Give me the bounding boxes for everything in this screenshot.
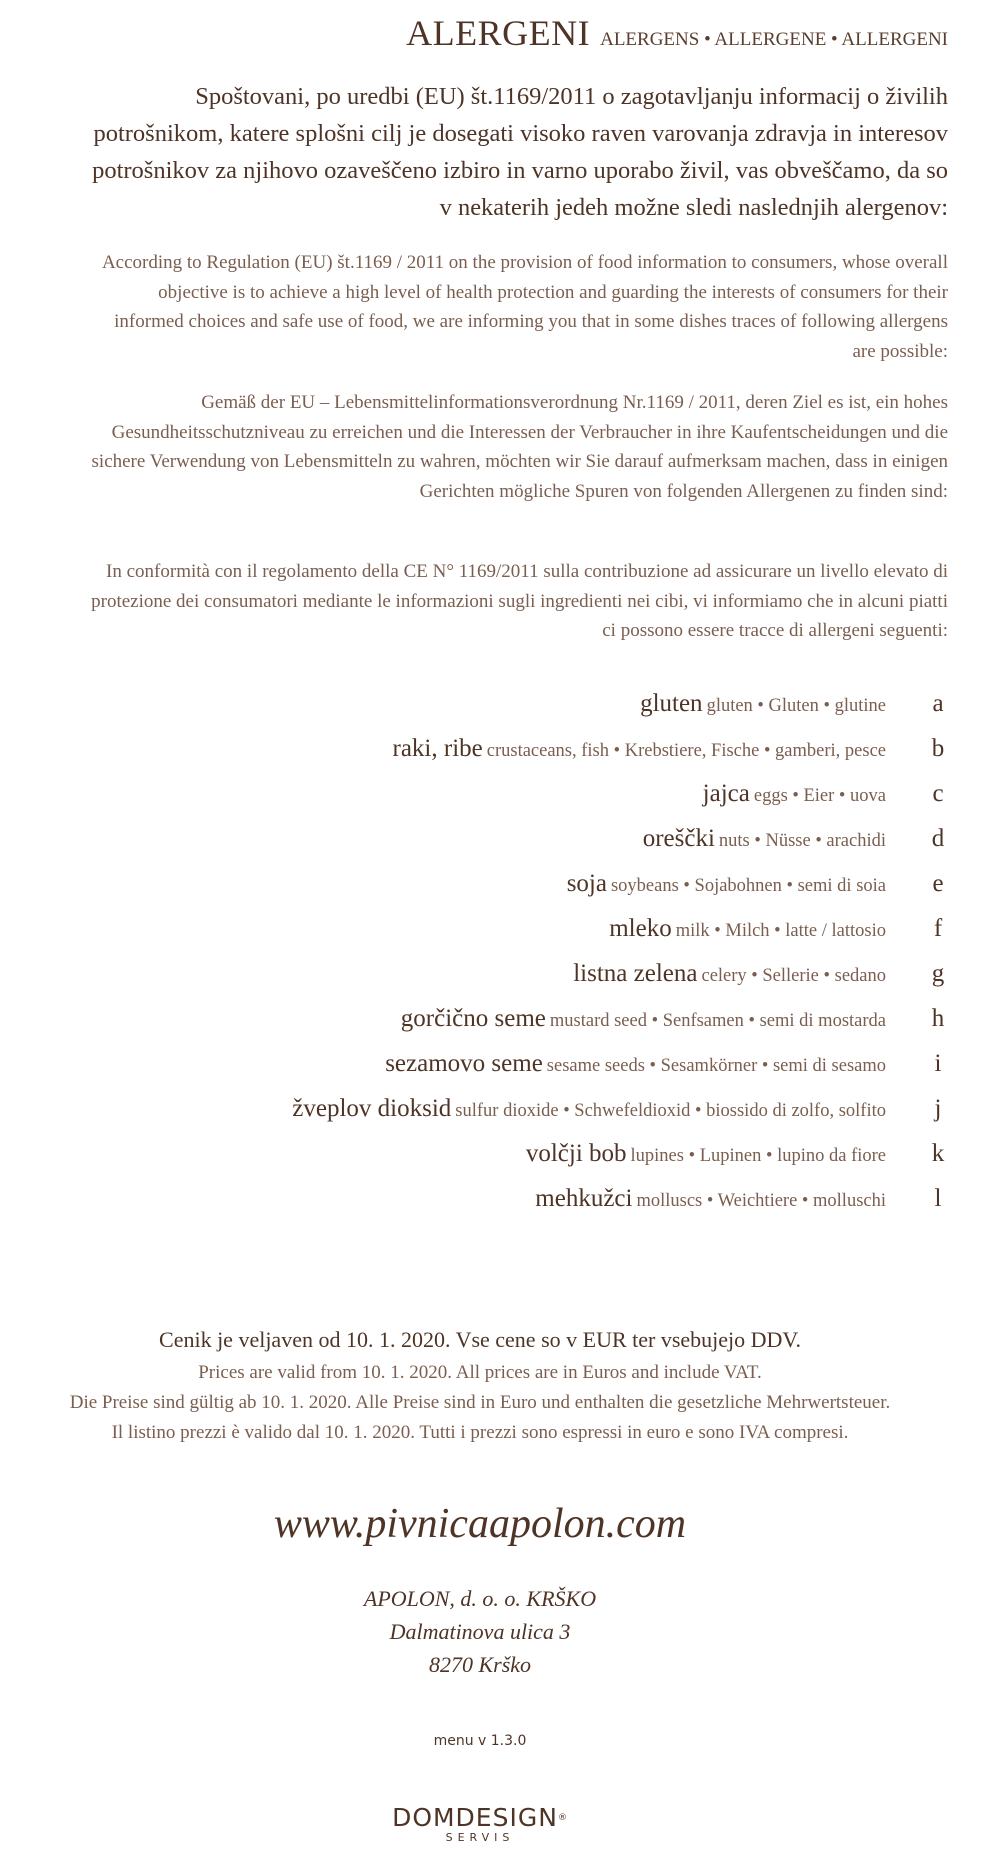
allergen-text (401, 1005, 886, 1033)
menu-version: menu v 1.3.0 (433, 1733, 527, 1749)
intro-english: According to Regulation (EU) št.1169 / 2011 on the provision of food information to consumers, whose overall objective is to achieve a high level of health protection and guarding the interests of consumers for their informed choices and safe use of food, we are informing you that in some dishes traces of following allergens are possible: (101, 252, 948, 362)
allergen-row (48, 735, 948, 780)
allergen-row (48, 1140, 948, 1185)
allergen-name: sezamovo seme (385, 1050, 543, 1077)
price-notice (0, 1322, 960, 1448)
title-subtitle: ALERGENS • ALLERGENE • ALLERGENI (600, 29, 948, 50)
allergen-text (385, 1050, 886, 1078)
intro-italian: In conformità con il regolamento della CE N° 1169/2011 sulla contribuzione ad assicurare un livello elevato di protezione dei consumatori mediante le informazioni sugli ingredienti nei cibi, vi informiamo che in alcuni piatti ci possono essere tracce di allergeni seguenti: (91, 561, 948, 641)
allergen-translations: milk • Milch • latte / lattosio (675, 921, 886, 941)
allergen-translations: nuts • Nüsse • arachidi (718, 831, 886, 851)
intro-slovenian: Spoštovani, po uredbi (EU) št.1169/2011 o zagotavljanju informacij o živilih potrošnikom, katere splošni cilj je dosegati visoko raven varovanja zdravja in interesov potrošnikov za njihovo ozaveščeno izbiro in varno uporabo živil, vas obveščamo, da so v nekaterih jedeh možne sledi naslednjih alergenov: (92, 83, 948, 221)
allergen-row (48, 825, 948, 870)
price-notice-german: Die Preise sind gültig ab 10. 1. 2020. Alle Preise sind in Euro und enthalten die gesetzliche Mehrwertsteuer. (69, 1392, 891, 1413)
page-title (406, 12, 948, 54)
allergen-code: h (931, 1005, 945, 1032)
address-company: APOLON, d. o. o. KRŠKO (363, 1586, 597, 1611)
allergen-text (567, 870, 886, 898)
allergen-row (48, 960, 948, 1005)
allergen-code: j (934, 1095, 942, 1122)
address-city: 8270 Krško (428, 1652, 532, 1677)
allergen-text (573, 960, 886, 988)
allergen-list (48, 690, 948, 1230)
allergen-name: listna zelena (573, 960, 698, 987)
allergen-text (643, 825, 886, 853)
logo-tag: SERVIS (445, 1831, 515, 1844)
allergen-text (640, 690, 886, 718)
allergen-code: l (934, 1185, 942, 1212)
allergen-translations: sulfur dioxide • Schwefeldioxid • biossido di zolfo, solfito (455, 1101, 886, 1121)
allergen-text (526, 1140, 886, 1168)
allergen-name: mleko (609, 915, 672, 942)
allergen-code: e (932, 870, 944, 897)
allergen-text (609, 915, 886, 943)
price-notice-english: Prices are valid from 10. 1. 2020. All prices are in Euros and include VAT. (198, 1362, 762, 1383)
allergen-code: i (934, 1050, 942, 1077)
allergen-code: d (931, 825, 945, 852)
allergen-text (535, 1185, 886, 1213)
allergen-row (48, 1095, 948, 1140)
company-address (0, 1582, 960, 1681)
allergen-name: jajca (702, 780, 750, 807)
allergen-code: g (931, 960, 945, 987)
allergen-name: gorčično seme (400, 1005, 546, 1032)
allergen-name: mehkužci (535, 1185, 633, 1212)
allergen-code: b (931, 735, 945, 762)
allergen-translations: lupines • Lupinen • lupino da fiore (630, 1146, 886, 1166)
allergen-translations: eggs • Eier • uova (753, 786, 886, 806)
allergen-code: f (933, 915, 943, 942)
price-notice-slovenian: Cenik je veljaven od 10. 1. 2020. Vse cene so v EUR ter vsebujejo DDV. (159, 1327, 801, 1352)
price-notice-italian: Il listino prezzi è valido dal 10. 1. 2020. Tutti i prezzi sono espressi in euro e sono IVA compresi. (111, 1422, 849, 1443)
logo-brand-text: DOMDESIGN (392, 1803, 558, 1832)
allergen-translations: molluscs • Weichtiere • molluschi (636, 1191, 886, 1211)
allergen-row (48, 780, 948, 825)
allergen-row (48, 1050, 948, 1095)
logo-brand (0, 1803, 960, 1832)
allergen-translations: crustaceans, fish • Krebstiere, Fische • gamberi, pesce (486, 741, 886, 761)
domdesign-logo (0, 1803, 960, 1846)
allergen-name: volčji bob (525, 1140, 627, 1167)
allergen-name: žveplov dioksid (292, 1095, 452, 1122)
allergen-text (703, 780, 886, 808)
allergen-translations: soybeans • Sojabohnen • semi di soia (610, 876, 886, 896)
allergen-code: c (932, 780, 944, 807)
allergen-name: oreščki (642, 825, 715, 852)
website-link[interactable]: www.pivnicaapolon.com (273, 1501, 687, 1547)
allergen-translations: sesame seeds • Sesamkörner • semi di sesamo (546, 1056, 886, 1076)
allergen-row (48, 1005, 948, 1050)
allergen-row (48, 1185, 948, 1230)
allergen-name: gluten (640, 690, 703, 717)
allergen-text (292, 1095, 886, 1123)
allergen-translations: celery • Sellerie • sedano (701, 966, 886, 986)
allergen-name: soja (566, 870, 607, 897)
allergen-row (48, 870, 948, 915)
allergen-text (393, 735, 886, 763)
allergen-name: raki, ribe (392, 735, 483, 762)
allergen-translations: mustard seed • Senfsamen • semi di mostarda (549, 1011, 886, 1031)
allergen-row (48, 915, 948, 960)
title-main: ALERGENI (406, 13, 591, 53)
address-street: Dalmatinova ulica 3 (389, 1619, 571, 1644)
registered-mark-icon: ® (557, 1813, 568, 1823)
allergen-translations: gluten • Gluten • glutine (706, 696, 886, 716)
allergen-code: a (932, 690, 944, 717)
allergen-code: k (931, 1140, 945, 1167)
intro-german: Gemäß der EU – Lebensmittelinformationsverordnung Nr.1169 / 2011, deren Ziel es ist, ein hohes Gesundheitsschutzniveau zu erreichen und die Interessen der Verbraucher in ihre Kaufentscheidungen und die sichere Verwendung von Lebensmitteln zu wahren, möchten wir Sie darauf aufmerksam machen, dass in einigen Gerichten mögliche Spuren von folgenden Allergenen zu finden sind: (91, 392, 948, 502)
allergen-row (48, 690, 948, 735)
